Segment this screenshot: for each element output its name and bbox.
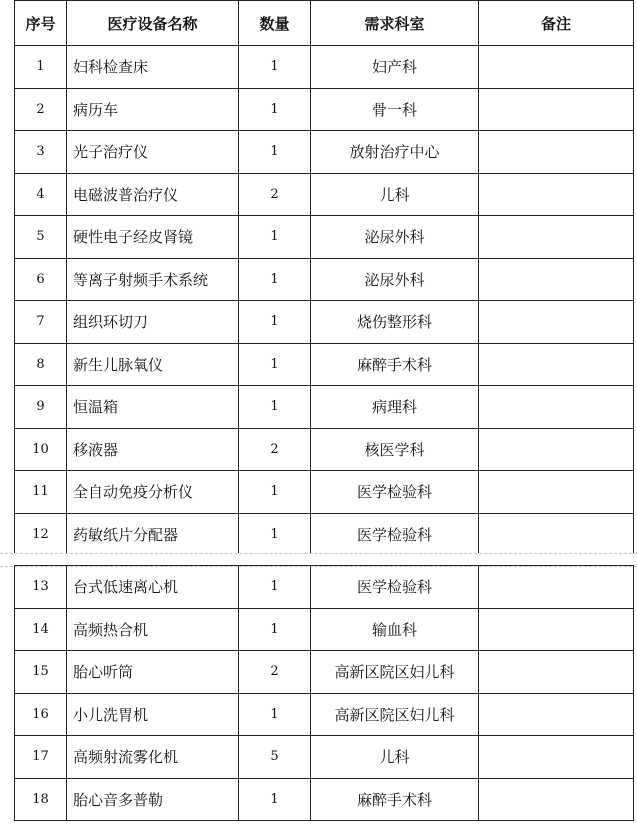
cell-qty: 1 xyxy=(239,343,311,386)
cell-name: 电磁波普治疗仪 xyxy=(67,173,239,216)
cell-dept: 麻醉手术科 xyxy=(311,343,479,386)
cell-name: 病历车 xyxy=(67,88,239,131)
cell-dept: 烧伤整形科 xyxy=(311,301,479,344)
cell-qty: 1 xyxy=(239,386,311,429)
cell-note xyxy=(479,651,634,694)
table-row xyxy=(15,88,634,131)
cell-dept: 儿科 xyxy=(311,736,479,779)
table-row xyxy=(15,216,634,259)
cell-index: 12 xyxy=(15,513,67,556)
cell-qty: 1 xyxy=(239,88,311,131)
cell-name: 全自动免疫分析仪 xyxy=(67,471,239,514)
cell-note xyxy=(479,258,634,301)
cell-note xyxy=(479,386,634,429)
cell-note xyxy=(479,343,634,386)
header-qty: 数量 xyxy=(239,1,311,46)
cell-dept: 放射治疗中心 xyxy=(311,131,479,174)
cell-index: 13 xyxy=(15,566,67,609)
table-row xyxy=(15,513,634,556)
cell-index: 14 xyxy=(15,608,67,651)
equipment-table-page-1 xyxy=(14,0,633,556)
cell-index: 16 xyxy=(15,693,67,736)
cell-qty: 1 xyxy=(239,46,311,89)
cell-dept: 医学检验科 xyxy=(311,513,479,556)
cell-dept: 高新区院区妇儿科 xyxy=(311,693,479,736)
cell-note xyxy=(479,301,634,344)
cell-qty: 1 xyxy=(239,513,311,556)
cell-dept: 骨一科 xyxy=(311,88,479,131)
cell-index: 5 xyxy=(15,216,67,259)
cell-dept: 医学检验科 xyxy=(311,566,479,609)
cell-name: 硬性电子经皮肾镜 xyxy=(67,216,239,259)
cell-note xyxy=(479,428,634,471)
table-row xyxy=(15,566,634,609)
header-dept: 需求科室 xyxy=(311,1,479,46)
header-note: 备注 xyxy=(479,1,634,46)
table-row xyxy=(15,173,634,216)
cell-name: 新生儿脉氧仪 xyxy=(67,343,239,386)
table-row xyxy=(15,301,634,344)
cell-index: 17 xyxy=(15,736,67,779)
cell-note xyxy=(479,608,634,651)
cell-qty: 1 xyxy=(239,778,311,821)
cell-note xyxy=(479,513,634,556)
cell-name: 药敏纸片分配器 xyxy=(67,513,239,556)
cell-name: 组织环切刀 xyxy=(67,301,239,344)
cell-index: 8 xyxy=(15,343,67,386)
equipment-table-continued xyxy=(14,565,634,821)
cell-index: 6 xyxy=(15,258,67,301)
cell-index: 4 xyxy=(15,173,67,216)
cell-index: 15 xyxy=(15,651,67,694)
cell-dept: 核医学科 xyxy=(311,428,479,471)
cell-name: 光子治疗仪 xyxy=(67,131,239,174)
cell-qty: 5 xyxy=(239,736,311,779)
cell-dept: 病理科 xyxy=(311,386,479,429)
cell-index: 11 xyxy=(15,471,67,514)
cell-note xyxy=(479,693,634,736)
cell-qty: 1 xyxy=(239,301,311,344)
cell-note xyxy=(479,88,634,131)
table-row xyxy=(15,471,634,514)
cell-qty: 1 xyxy=(239,258,311,301)
cell-name: 等离子射频手术系统 xyxy=(67,258,239,301)
cell-name: 妇科检查床 xyxy=(67,46,239,89)
table-row xyxy=(15,693,634,736)
cell-dept: 泌尿外科 xyxy=(311,216,479,259)
table-row xyxy=(15,778,634,821)
cell-note xyxy=(479,778,634,821)
cell-name: 恒温箱 xyxy=(67,386,239,429)
cell-index: 18 xyxy=(15,778,67,821)
table-row xyxy=(15,258,634,301)
equipment-table-page-2 xyxy=(14,565,633,821)
cell-qty: 1 xyxy=(239,471,311,514)
cell-qty: 1 xyxy=(239,216,311,259)
cell-note xyxy=(479,566,634,609)
cell-name: 胎心音多普勒 xyxy=(67,778,239,821)
cell-dept: 医学检验科 xyxy=(311,471,479,514)
cell-index: 9 xyxy=(15,386,67,429)
cell-index: 7 xyxy=(15,301,67,344)
cell-note xyxy=(479,46,634,89)
table-row xyxy=(15,428,634,471)
cell-name: 小儿洗胃机 xyxy=(67,693,239,736)
header-index: 序号 xyxy=(15,1,67,46)
table-row xyxy=(15,736,634,779)
cell-note xyxy=(479,216,634,259)
cell-name: 胎心听筒 xyxy=(67,651,239,694)
cell-note xyxy=(479,736,634,779)
table-row xyxy=(15,608,634,651)
cell-index: 10 xyxy=(15,428,67,471)
table-row xyxy=(15,651,634,694)
cell-name: 台式低速离心机 xyxy=(67,566,239,609)
table-header-row xyxy=(15,1,634,46)
table-row xyxy=(15,343,634,386)
cell-note xyxy=(479,173,634,216)
cell-qty: 2 xyxy=(239,173,311,216)
cell-note xyxy=(479,131,634,174)
cell-index: 2 xyxy=(15,88,67,131)
cell-qty: 1 xyxy=(239,693,311,736)
cell-dept: 输血科 xyxy=(311,608,479,651)
cell-name: 高频热合机 xyxy=(67,608,239,651)
cell-note xyxy=(479,471,634,514)
cell-index: 3 xyxy=(15,131,67,174)
header-name: 医疗设备名称 xyxy=(67,1,239,46)
cell-qty: 2 xyxy=(239,428,311,471)
cell-name: 高频射流雾化机 xyxy=(67,736,239,779)
cell-name: 移液器 xyxy=(67,428,239,471)
cell-qty: 1 xyxy=(239,608,311,651)
table-row xyxy=(15,46,634,89)
table-body-page-1 xyxy=(15,46,634,556)
cell-dept: 泌尿外科 xyxy=(311,258,479,301)
cell-dept: 麻醉手术科 xyxy=(311,778,479,821)
equipment-table xyxy=(14,0,634,556)
cell-qty: 1 xyxy=(239,566,311,609)
cell-index: 1 xyxy=(15,46,67,89)
cell-dept: 儿科 xyxy=(311,173,479,216)
cell-dept: 高新区院区妇儿科 xyxy=(311,651,479,694)
cell-dept: 妇产科 xyxy=(311,46,479,89)
table-row xyxy=(15,131,634,174)
table-body-page-2 xyxy=(15,566,634,821)
cell-qty: 2 xyxy=(239,651,311,694)
cell-qty: 1 xyxy=(239,131,311,174)
table-row xyxy=(15,386,634,429)
